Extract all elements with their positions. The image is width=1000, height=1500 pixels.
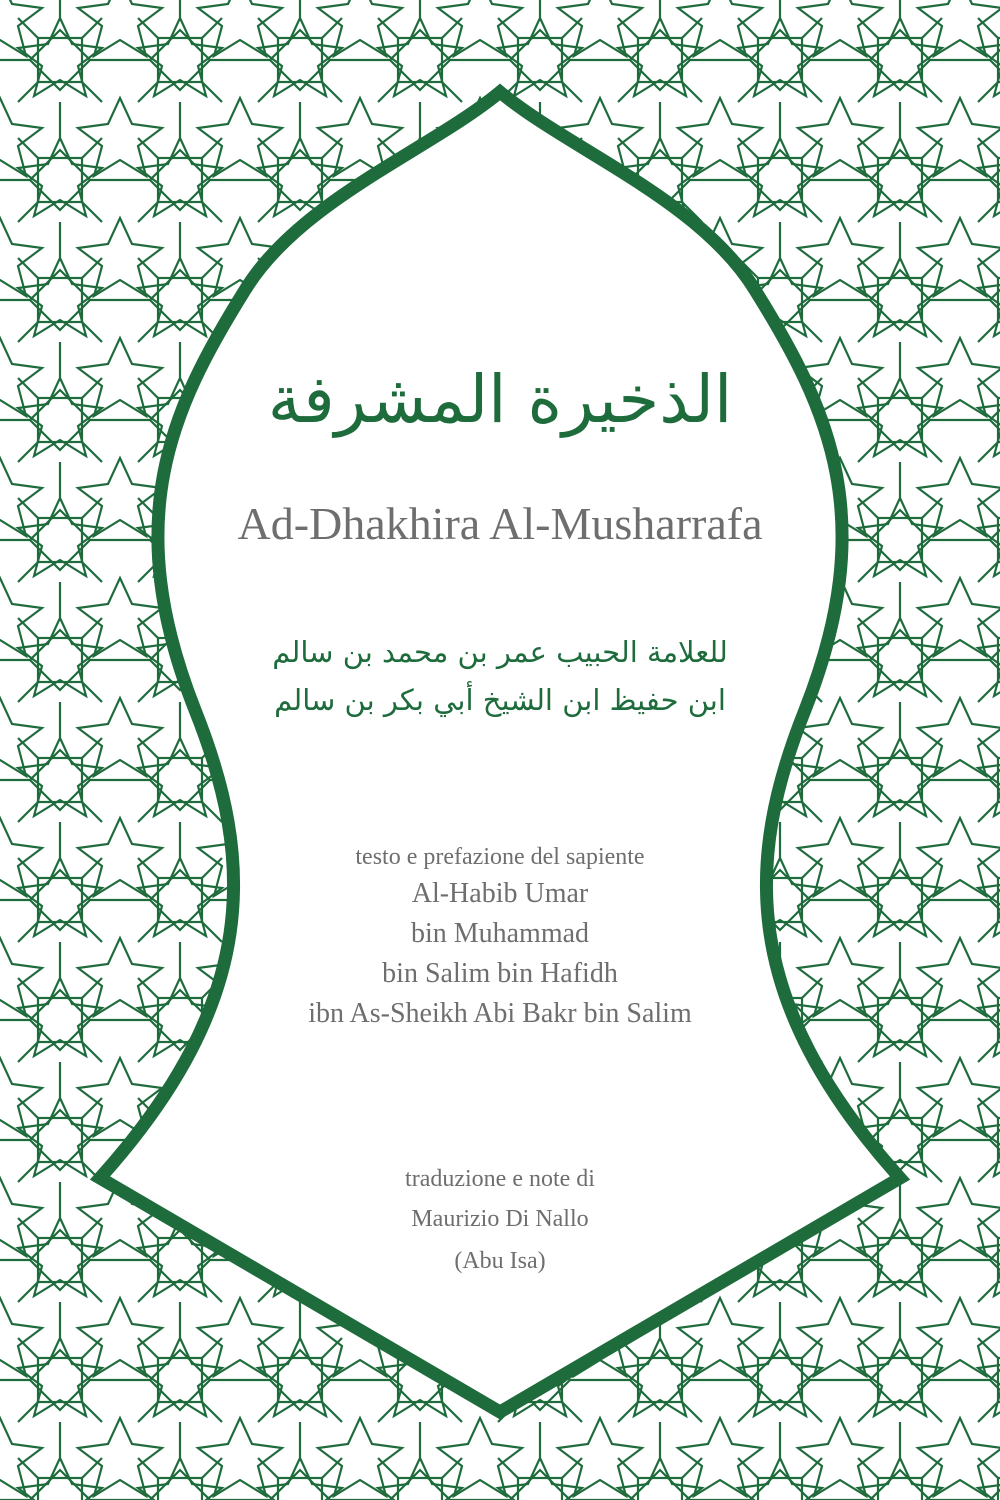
latin-title: Ad-Dhakhira Al-Musharrafa — [237, 498, 763, 549]
preface-label: testo e prefazione del sapiente — [355, 844, 645, 870]
author-line: ibn As-Sheikh Abi Bakr bin Salim — [308, 998, 692, 1029]
author-line: bin Salim bin Hafidh — [382, 958, 618, 989]
arabic-author-line-2: ابن حفيظ ابن الشيخ أبي بكر بن سالم — [274, 683, 726, 717]
author-line: Al-Habib Umar — [411, 878, 589, 909]
translator-alias: (Abu Isa) — [454, 1248, 546, 1274]
translator-name: Maurizio Di Nallo — [411, 1206, 589, 1232]
arabic-title: الذخيرة المشرفة — [267, 361, 733, 438]
arabic-author-line-1: للعلامة الحبيب عمر بن محمد بن سالم — [272, 635, 728, 669]
translation-label: traduzione e note di — [405, 1166, 595, 1192]
author-line: bin Muhammad — [410, 918, 590, 949]
